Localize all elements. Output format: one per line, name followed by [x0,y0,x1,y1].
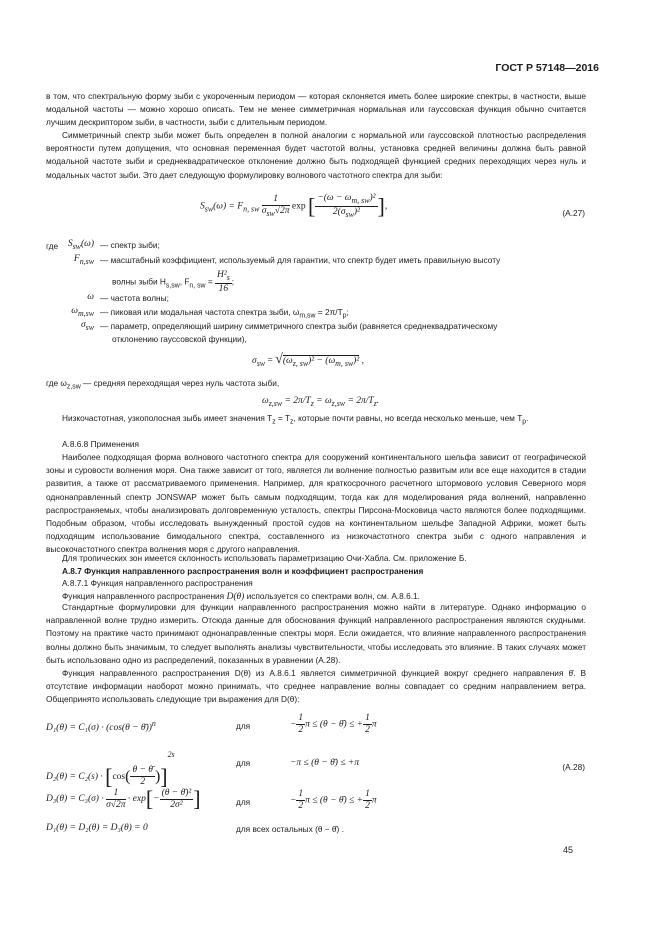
def-text-f: — масштабный коэффициент, используемый для гарантии, что спектр будет иметь правильную высоту [100,255,501,265]
paragraph-applications: Наиболее подходящая форма волнового частотного спектра для сооружений континентального шельфа зависит от географической зоны и суровости волнения моря. Она также зависит от того, является ли волнение полностью развитым или все еще находится в стадии развития, а также от рассматриваемого применения. Например, для краткосрочного расчетного штормового условия Северного моря однонаправленный спектр JONSWAP может быть самым подходящим, тогда как для моделирования ряда волнений, направленно распространяемых, чтобы анализировать долговременную усталость, спектры Пирсона-Московица часто являются более подходящими. Подобным образом, чтобы исследовать вынужденный простой судов на континентальном шельфе Западной Африки, может быть подходящим использование бимодального спектра, составленного из низкочастотного спектра зыби с одного направления и высокочастотного спектра волнения моря с другого направления. [46,452,586,555]
page-number: 45 [562,845,573,855]
paragraph-directional-function: Функция направленного распространения D(θ) используется со спектрами волн, см. А.8.6.1. [62,591,420,602]
equation-sigma: $\sigma_{sw} = √(\omega_{z, sw})^2 - (\omega_{m, sw})^2$ , [252,352,364,368]
where2-line: где $\omega_{z,sw}$ — средняя переходящая через нуль частота зыби, [46,378,280,391]
equation-a28-row1: D₁(θ) = C₁(σ) · (cos(θ − θ̄))$^n$ [46,719,156,734]
def-text-omega: — частота волны; [100,293,169,303]
paragraph-symmetric-function: Функция направленного распространения D(θ) из А.8.6.1 является симметричной функцией вокруг среднего направления θ̄. В отсутствие информации наоборот можно принимать, что среднее направление волны совпадает со средним направлением ветра. Общепринято использовать следующие три выражения для D(θ): [46,668,586,705]
paragraph-swell-shape: в том, что спектральную форму зыби с укороченным периодом — которая склоняется иметь более широкие спектры, в частности, выше модальной частоты — можно хорошо описать. Тем не менее симметричная нормальная или гауссовская функция обычно считается лучшим дескриптором зыби, в частности, зыби с длительным периодом. [46,91,586,128]
def-symbol-omega-m: $\omega_{m,sw}$ [71,306,94,318]
document-id: ГОСТ Р 57148—2016 [495,62,599,74]
def-text-sigma: — параметр, определяющий ширину симметричного спектра зыби (равняется среднеквадратическому [100,321,498,331]
paragraph-tropical: Для тропических зон имеется склонность использовать параметризацию Очи-Хабла. См. приложение Б. [62,553,467,563]
section-a87: А.8.7 Функция направленного распространения волн и коэффициент распространения [62,566,424,576]
def-symbol-s: $S_{sw}(\omega)$ [67,239,94,251]
def-text-f-cont: волны зыби $H_{s,sw}$, $F_{n, sw}$ = $\frac{H^2_s}{16}$ ; [112,270,235,294]
def-symbol-f: $F_{n,sw}$ [73,254,94,266]
section-a871: А.8.7.1 Функция направленного распространения [62,578,253,588]
equation-a28-row3-cond: − $\frac{1}{2}$ π ≤ (θ − θ̄) ≤ + $\frac{1}{2}$ π [290,789,377,811]
def-text-s: — спектр зыби; [100,240,160,250]
equation-number-a27: (A.27) [562,208,585,218]
section-a868: А.8.6.8 Применения [62,439,140,449]
equation-a28-row3-for: для [236,797,251,807]
equation-a28-row4: D₁(θ) = D₂(θ) = D₃(θ) = 0 [46,823,148,833]
equation-a28-row4-for: для всех остальных (θ − θ̄) . [236,824,344,834]
def-symbol-omega: ω [87,292,94,302]
paragraph-symmetric-spectrum: Симметричный спектр зыби может быть определен в полной аналогии с нормальной или гауссовской плотностью распределения вероятности путем допущения, что основная переменная будет частотой волны, установка средней величины должна быть равной модальной частоте зыби и среднеквадратическое отклонение должно быть подходящей функцией средних переходящих через нуль и модальных частот зыби. Это дает следующую формулировку волнового частотного спектра для зыби: [46,130,586,180]
equation-a28-row3: D₃(θ) = C₃(σ) · $\frac{1}{\sigma√2\pi}$ · exp[− $\frac{\text{(θ − θ̄)²}}{\text{2σ²}}$ ] [46,786,201,811]
equation-a28-row1-cond: − $\frac{1}{2}$ π ≤ (θ − θ̄) ≤ + $\frac{1}{2}$ π [290,713,377,735]
def-text-sigma-cont: отклонению гауссовской функции), [112,334,247,344]
def-symbol-sigma: $\sigma_{sw}$ [80,320,94,332]
def-text-omega-m: — пиковая или модальная частота спектра зыби, $\omega_{m,sw} = 2\pi/T_p$; [100,307,349,320]
equation-omega: $\omega_{z,sw} = 2\pi/T_z = \omega_{z,sw} = 2\pi/T_z$. [262,396,380,408]
paragraph-standard-formulations: Стандартные формулировки для функции направленного распространения можно найти в литературе. Однако информацию о направленной волне трудно измерить. Отсюда данные для обоснования функций направленного распространения являются скудными. Поэтому на практике часто принимают однонаправленные спектры моря. Если ожидается, что влияние направленного распространения волны должно быть значимым, то следует выполнять анализы чувствительности, чтобы исследовать это влияние. В таких случаях может быть использовано одно из распределений, показанных в уравнении (А.28). [46,602,586,665]
paragraph-low-frequency: Низкочастотная, узкополосная зыбь имеет значения $T_z = T_z$, которые почти равны, но всегда несколько меньше, чем $T_p$. [62,413,529,426]
equation-number-a28: (A.28) [562,762,585,772]
equation-a28-row2: D₂(θ) = C₂(s) · [cos( $\frac{\theta - \thetā}{2}$ )]$^{2s}$ [46,750,175,789]
equation-a28-row2-for: для [236,758,251,768]
equation-a27: $S_{sw}(\omega) = F_{n, sw}$ $\frac{1}{\sigma_{sw}√2\pi}$ exp [ $\frac{-(\omega - \omega_{m, sw})^2}{2(\sigma_{sw})^2}$ ], [200,193,388,219]
equation-a28-row1-for: для [236,721,251,731]
equation-a28-row2-cond: −π ≤ (θ − θ̄) ≤ +π [290,758,360,768]
where-label: где [46,241,59,251]
